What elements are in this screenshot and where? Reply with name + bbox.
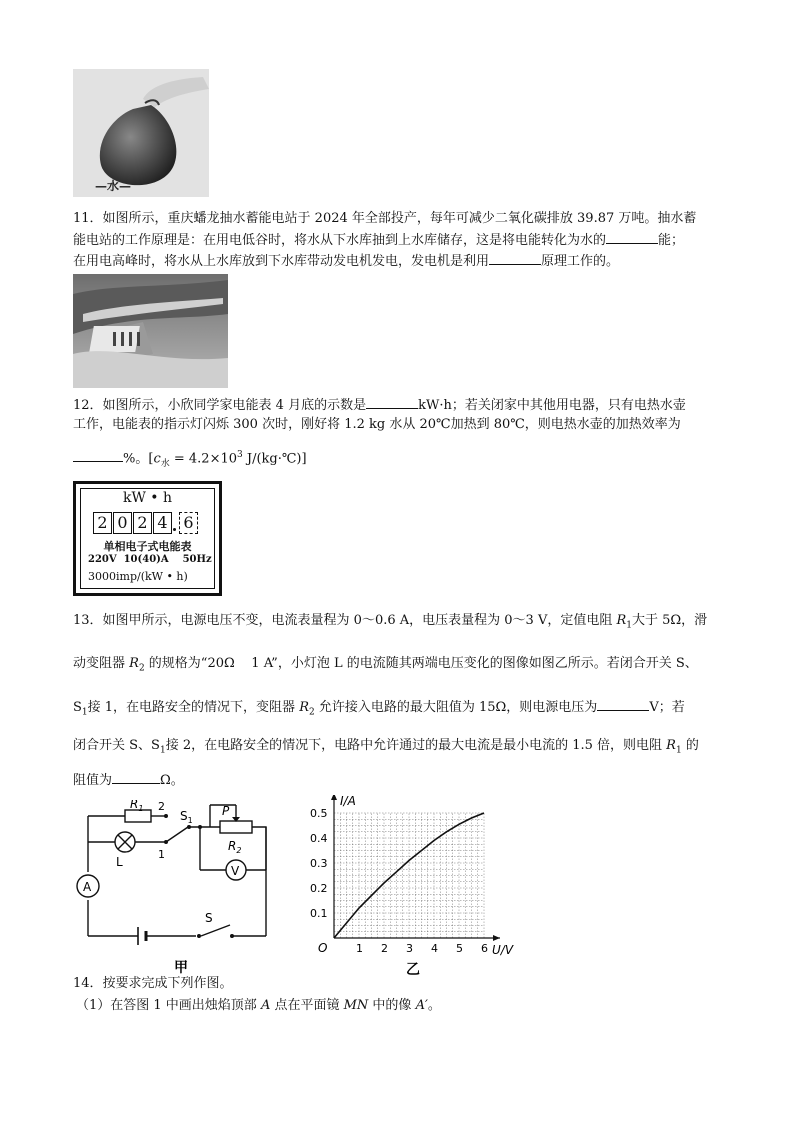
q14-text: （1）在答图 1 中画出烛焰顶部: [76, 998, 261, 1013]
q12-line2: 工作，电能表的指示灯闪烁 300 次时，刚好将 1.2 kg 水从 20℃加热到 80℃，则电热水壶的加热效率为: [73, 417, 681, 432]
q11-text: 能；: [658, 233, 685, 248]
switch-s-pivot: [197, 934, 201, 938]
q13-text: 13．如图甲所示，电源电压不变，电流表量程为 0～0.6 A，电压表量程为 0～3 V，定值电阻: [73, 613, 617, 628]
answer-blank[interactable]: [366, 395, 418, 409]
q12-text: J/(kg·℃)]: [242, 451, 307, 467]
q13-text: 大于 5Ω，滑: [632, 613, 708, 628]
s1-sub: 1: [81, 707, 88, 718]
answer-blank[interactable]: [73, 448, 123, 462]
meter-digit-decimal: 6: [179, 512, 198, 534]
balloon-caption: —水—: [95, 179, 132, 193]
q13-line1: [73, 612, 707, 635]
power-station-photo: [73, 274, 228, 388]
q13-text: 动变阻器: [73, 656, 130, 671]
pin-1-label: 1: [158, 848, 165, 861]
contact-2: [164, 814, 168, 818]
balloon-photo: [73, 69, 209, 197]
x-axis-arrow: [493, 935, 500, 941]
r1-sub: 1: [675, 745, 682, 756]
q13-text: 闭合开关 S、S: [73, 738, 160, 753]
q13-text: S: [73, 700, 82, 715]
ammeter-label: A: [83, 880, 92, 894]
chart-ticks: [310, 807, 488, 955]
junction: [198, 825, 202, 829]
r1-label: $R_1$: [130, 800, 144, 813]
x-tick-label: 4: [431, 942, 438, 955]
q12-line1: [73, 395, 686, 415]
q13-text: 的: [681, 738, 699, 753]
q11-text: 原理工作的。: [541, 254, 620, 269]
s1-label: $S_1$: [180, 809, 193, 825]
answer-blank[interactable]: [606, 230, 658, 244]
q11-text: 在用电高峰时，将水从上水库放到下水库带动发电机发电，发电机是利用: [73, 254, 490, 269]
q13-line5: [73, 770, 184, 790]
q13-text: 阻值为: [73, 773, 113, 788]
q14-text: 。: [427, 998, 441, 1013]
c-symbol: c: [153, 451, 161, 467]
switch-s-blade: [201, 925, 230, 936]
meter-constant: 3000imp/(kW • h): [88, 570, 188, 583]
meter-digit: 2: [93, 512, 112, 534]
r1-symbol: R: [616, 613, 627, 628]
x-tick-label: 6: [481, 942, 488, 955]
q13-line4: [73, 737, 699, 760]
meter-spec: 220V 10(40)A 50Hz: [88, 554, 212, 565]
y-tick-label: 0.5: [310, 807, 328, 820]
meter-unit: kW • h: [122, 490, 173, 506]
x-tick-label: 5: [456, 942, 463, 955]
q12-text: %。[: [123, 451, 154, 467]
p-label: P: [222, 804, 230, 818]
mirror-mn: MN: [343, 998, 369, 1013]
lamp-label: L: [116, 855, 123, 869]
q12-line3: [73, 446, 307, 473]
point-a-prime: A′: [415, 998, 428, 1013]
q11-line3: [73, 251, 619, 271]
q14-text: 中的像: [368, 998, 416, 1013]
q13-text: V；若: [649, 700, 685, 715]
q13-line3: [73, 697, 685, 722]
r1-sub: 1: [626, 620, 632, 631]
q13-line2: [73, 655, 698, 678]
y-tick-label: 0.3: [310, 857, 328, 870]
circuit-diagram: [70, 800, 295, 980]
iu-chart: [300, 795, 530, 980]
exponent: 3: [237, 450, 243, 460]
switch-s1-pivot: [187, 825, 191, 829]
chart-grid: [334, 813, 484, 938]
answer-blank[interactable]: [597, 697, 649, 711]
q12-text: 12．如图所示，小欣同学家电能表 4 月底的示数是: [73, 398, 367, 413]
voltmeter-label: V: [231, 864, 240, 878]
y-tick-label: 0.2: [310, 882, 328, 895]
point-a: A: [260, 998, 271, 1013]
r1-symbol: R: [666, 738, 676, 753]
lamp-cross: [118, 835, 132, 849]
q14-line2: [76, 997, 441, 1015]
s1-sub: 1: [159, 745, 166, 756]
q11-line2: [73, 230, 684, 250]
contact-1: [164, 840, 168, 844]
q13-text: 接 2，在电路安全的情况下，电路中允许通过的最大电流是最小电流的 1.5 倍，则电阻: [165, 738, 667, 753]
answer-blank[interactable]: [489, 251, 541, 265]
x-axis-label: U/V: [492, 943, 514, 957]
switch-s1-blade: [166, 827, 188, 842]
meter-name: 单相电子式电能表: [103, 540, 192, 553]
y-tick-label: 0.1: [310, 907, 328, 920]
y-tick-label: 0.4: [310, 832, 328, 845]
figure-label-jia: 甲: [174, 960, 188, 976]
x-tick-label: 2: [381, 942, 388, 955]
x-tick-label: 1: [356, 942, 363, 955]
wire: [190, 827, 200, 870]
meter-digit: 2: [133, 512, 152, 534]
origin-label: O: [318, 941, 328, 955]
meter-digit: 4: [153, 512, 172, 534]
q13-text: 允许接入电路的最大阻值为 15Ω，则电源电压为: [314, 700, 598, 715]
r2-sub: 2: [308, 707, 315, 718]
r2-symbol: R: [299, 700, 309, 715]
decimal-point: [173, 528, 176, 531]
meter-digit-row: [93, 512, 205, 534]
figure-label-yi: 乙: [406, 962, 420, 978]
q13-text: 接 1，在电路安全的情况下，变阻器: [87, 700, 300, 715]
q12-text: = 4.2×10: [169, 451, 238, 467]
q11-line1: 11．如图所示，重庆蟠龙抽水蓄能电站于 2024 年全部投产，每年可减少二氧化碳排放 39.87 万吨。抽水蓄: [73, 211, 697, 226]
q14-text: 点在平面镜: [270, 998, 344, 1013]
r2-symbol: R: [129, 656, 139, 671]
pin-2-label: 2: [158, 800, 165, 813]
q12-text: kW·h；若关闭家中其他用电器，只有电热水壶: [418, 398, 686, 413]
q13-text: 的规格为“20Ω 1 A”，小灯泡 L 的电流随其两端电压变化的图像如图乙所示。若闭合开关 S、: [144, 656, 698, 671]
x-tick-label: 3: [406, 942, 413, 955]
q13-text: Ω。: [160, 773, 184, 788]
meter-digit: 0: [113, 512, 132, 534]
switch-s-label: S: [205, 911, 213, 925]
answer-blank[interactable]: [112, 770, 160, 784]
switch-s-contact: [230, 934, 234, 938]
r2-sub: 2: [138, 663, 145, 674]
electricity-meter: [73, 481, 222, 596]
power-station-illustration: [73, 274, 228, 388]
y-axis-label: I/A: [340, 795, 356, 808]
rheostat-r2: [220, 821, 252, 833]
r2-label: $R_2$: [228, 839, 242, 855]
balloon-illustration: [73, 69, 209, 197]
q11-text: 能电站的工作原理是：在用电低谷时，将水从下水库抽到上水库储存，这是将电能转化为水的: [73, 233, 607, 248]
y-axis-arrow: [331, 795, 337, 800]
wire: [252, 827, 266, 870]
q14-line1: 14．按要求完成下列作图。: [73, 976, 233, 991]
c-sub: 水: [160, 458, 170, 469]
